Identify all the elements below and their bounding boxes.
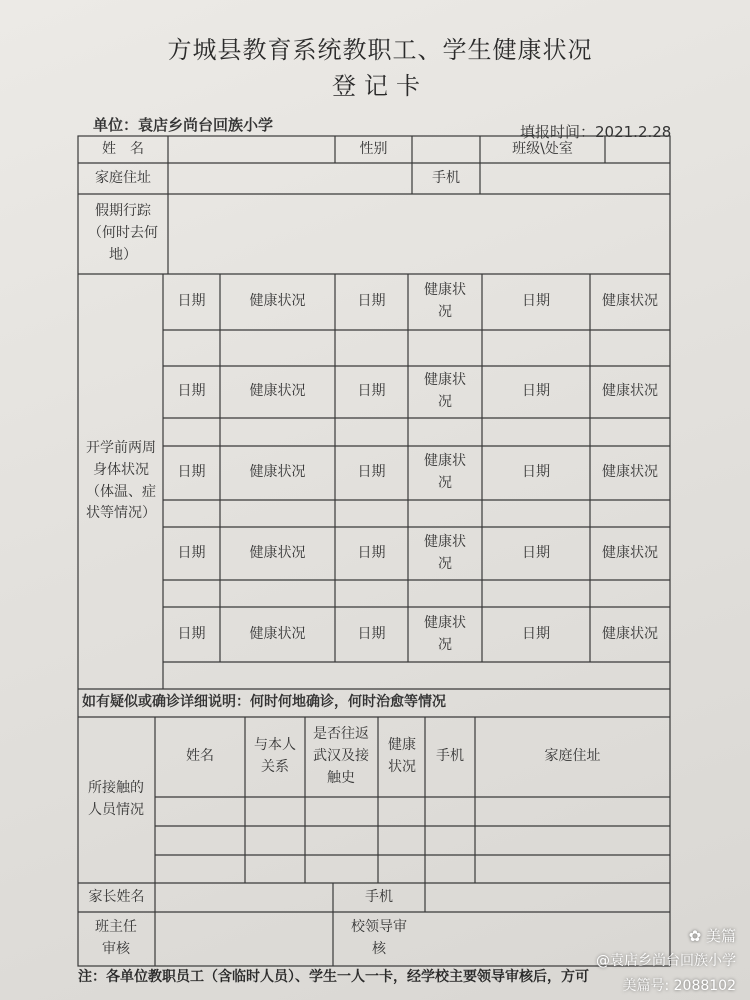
unit-label: 单位：袁店乡尚台回族小学	[93, 116, 274, 134]
contacts-label: 所接触的人员情况	[88, 780, 144, 818]
teacher-review-field[interactable]	[155, 912, 333, 966]
date-label: 日期	[522, 544, 550, 561]
footer-note: 注：各单位教职员工（含临时人员）、学生一人一卡，经学校主要领导审核后，方可	[78, 969, 589, 985]
date-label: 日期	[357, 383, 386, 400]
health-label: 健康状况	[424, 533, 466, 572]
health-label: 健康状况	[602, 544, 658, 561]
contact-phone-header: 手机	[436, 748, 464, 765]
health-label: 健康状况	[249, 544, 306, 561]
date-label: 日期	[357, 293, 386, 310]
parent-name-field[interactable]	[155, 883, 333, 912]
date-label: 日期	[177, 464, 206, 481]
date-label: 日期	[357, 544, 386, 561]
card-title: 方城县教育系统教职工、学生健康状况	[167, 36, 593, 64]
name-field[interactable]	[168, 136, 335, 163]
card-subtitle: 登记卡	[332, 72, 428, 100]
leader-review-label: 校领导审核	[351, 919, 407, 957]
health-label: 健康状况	[602, 625, 658, 642]
health-label: 健康状况	[424, 614, 466, 653]
itinerary-field[interactable]	[168, 194, 670, 274]
phone-field[interactable]	[480, 163, 670, 194]
meipian-logo-icon: ✿	[688, 927, 702, 945]
contact-address-header: 家庭住址	[544, 748, 601, 765]
date-label: 日期	[522, 293, 550, 310]
date-label: 日期	[177, 544, 206, 561]
class-label: 班级\处室	[512, 140, 573, 157]
contact-name-header: 姓名	[186, 748, 214, 765]
health-section-label: 开学前两周身体状况（体温、症状等情况）	[86, 440, 156, 522]
health-label: 健康状况	[424, 372, 466, 410]
diagnosis-note: 如有疑似或确诊详细说明：何时何地确诊，何时治愈等情况	[82, 694, 446, 711]
watermark-id: 美篇号: 2088102	[622, 978, 736, 994]
date-label: 日期	[357, 625, 386, 642]
date-label: 日期	[522, 383, 550, 400]
phone-label: 手机	[432, 169, 460, 186]
class-field[interactable]	[605, 136, 670, 163]
name-label: 姓 名	[102, 140, 144, 157]
date-label: 日期	[177, 293, 206, 310]
fill-time: 填报时间：2021.2.28	[520, 123, 672, 141]
watermark-school: @袁店乡尚台回族小学	[596, 953, 736, 969]
health-label: 健康状况	[249, 625, 306, 642]
parent-phone-field[interactable]	[425, 883, 670, 912]
contact-health-header: 健康状况	[388, 737, 416, 775]
health-label: 健康状况	[424, 453, 466, 491]
date-label: 日期	[522, 464, 550, 481]
watermark-brand: ✿ 美篇	[688, 927, 736, 945]
contact-wuhan-header: 是否往返武汉及接触史	[313, 726, 369, 786]
health-label: 健康状况	[249, 464, 306, 481]
address-field[interactable]	[168, 163, 412, 194]
parent-phone-label: 手机	[365, 888, 393, 905]
itinerary-label: 假期行踪（何时去何地）	[88, 203, 158, 263]
parent-name-label: 家长姓名	[88, 888, 145, 905]
contact-relation-header: 与本人关系	[254, 737, 296, 775]
health-label: 健康状况	[424, 282, 466, 320]
date-label: 日期	[357, 464, 386, 481]
health-label: 健康状况	[249, 293, 306, 310]
date-label: 日期	[522, 625, 550, 642]
gender-label: 性别	[359, 140, 388, 157]
health-label: 健康状况	[602, 464, 658, 481]
health-label: 健康状况	[249, 383, 306, 400]
health-label: 健康状况	[602, 293, 658, 310]
health-label: 健康状况	[602, 383, 658, 400]
date-label: 日期	[177, 383, 206, 400]
gender-field[interactable]	[412, 136, 480, 163]
address-label: 家庭住址	[95, 169, 151, 186]
teacher-review-label: 班主任审核	[95, 919, 137, 957]
date-label: 日期	[177, 625, 206, 642]
